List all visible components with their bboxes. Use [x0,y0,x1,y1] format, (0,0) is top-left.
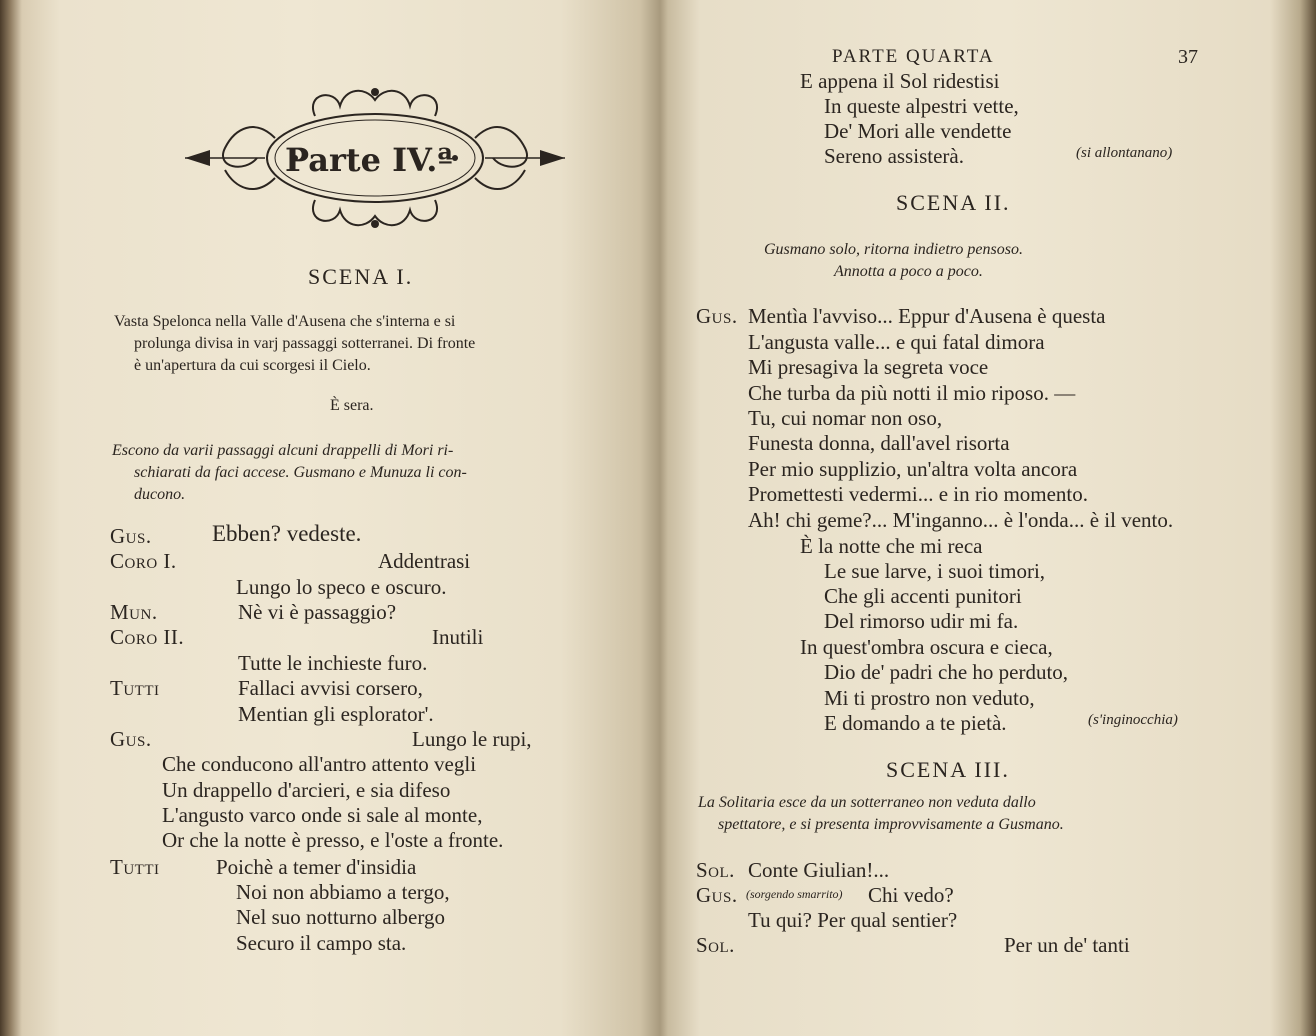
verse-line: Che turba da più notti il mio riposo. — [748,381,1076,405]
running-header: PARTE QUARTA [832,46,995,67]
verse-line: Nel suo notturno albergo [236,905,445,929]
verse-line: Le sue larve, i suoi timori, [824,559,1046,583]
scena-2-heading: SCENA II. [896,190,1011,215]
scena-2-direction-line-1: Gusmano solo, ritorna indietro pensoso. [764,241,1023,258]
verse-line: Del rimorso udir mi fa. [824,609,1019,633]
verse-line: Sereno assisterà. [824,144,964,168]
stage-direction: (sorgendo smarrito) [746,887,843,901]
time-note: È sera. [330,397,374,414]
verse-line: Dio de' padri che ho perduto, [824,660,1069,684]
stage-direction: (s'inginocchia) [1088,712,1178,728]
verse-line: Conte Giulian!... [748,858,890,882]
verse-line: Promettesti vedermi... e in rio momento. [748,482,1089,506]
verse-line: Lungo lo speco e oscuro. [236,575,447,599]
verse-line: Chi vedo? [868,883,954,907]
verse-line: In queste alpestri vette, [824,94,1019,118]
verse-line: Poichè a temer d'insidia [216,855,417,879]
stage-direction-line-2: prolunga divisa in varj passaggi sotterranei. Di fronte [134,335,476,352]
verse-line: Nè vi è passaggio? [238,600,397,624]
part-title: Parte IV.ª [285,141,453,179]
entrance-line-1: Escono da varii passaggi alcuni drappelli di Mori ri- [112,442,454,459]
verse-line: De' Mori alle vendette [824,119,1012,143]
verse-line: Noi non abbiamo a tergo, [236,880,450,904]
stage-direction-line-1: Vasta Spelonca nella Valle d'Ausena che s'interna e si [114,313,456,330]
verse-line: E domando a te pietà. [824,711,1007,735]
scena-2-direction-line-2: Annotta a poco a poco. [834,263,983,280]
speaker-label: Sol. [696,933,735,957]
verse-line: Funesta donna, dall'avel risorta [748,431,1010,455]
verse-line: L'angusto varco onde si sale al monte, [162,803,483,827]
verse-line: Un drappello d'arcieri, e sia difeso [162,778,451,802]
verse-line: Che gli accenti punitori [824,584,1022,608]
verse-line: Addentrasi [378,549,471,573]
speaker-label: Sol. [696,858,735,882]
speaker-label: Gus. [110,524,152,548]
verse-line: Mi presagiva la segreta voce [748,355,989,379]
verse-line: Mi ti prostro non veduto, [824,686,1035,710]
verse-line: In quest'ombra oscura e cieca, [800,635,1053,659]
scena-3-direction-line-2: spettatore, e si presenta improvvisamente a Gusmano. [718,816,1064,833]
left-page [20,0,660,1036]
verse-line: Per mio supplizio, un'altra volta ancora [748,457,1078,481]
verse-line: Tutte le inchieste furo. [238,651,428,675]
verse-line: Tu qui? Per qual sentier? [748,908,958,932]
entrance-line-3: ducono. [134,486,186,503]
speaker-label: Gus. [696,883,738,907]
verse-line: Mentian gli esplorator'. [238,702,434,726]
speaker-label: Coro II. [110,625,185,649]
scena-3-direction-line-1: La Solitaria esce da un sotterraneo non veduta dallo [698,794,1036,811]
speaker-label: Mun. [110,600,158,624]
verse-line: Mentìa l'avviso... Eppur d'Ausena è questa [748,304,1106,328]
speaker-label: Gus. [696,304,738,328]
verse-line: Inutili [432,625,484,649]
verse-line: E appena il Sol ridestisi [800,69,1000,93]
verse-line: Tu, cui nomar non oso, [748,406,943,430]
verse-line: Ah! chi geme?... M'inganno... è l'onda... è il vento. [748,508,1174,532]
stage-direction: (si allontanano) [1076,145,1173,161]
verse-line: Ebben? vedeste. [212,521,362,546]
verse-line: Fallaci avvisi corsero, [238,676,423,700]
speaker-label: Tutti [110,855,160,879]
scena-1-heading: SCENA I. [308,264,414,289]
right-page [668,0,1308,1036]
stage-direction-line-3: è un'apertura da cui scorgesi il Cielo. [134,357,371,374]
verse-line: È la notte che mi reca [800,534,983,558]
page-number: 37 [1178,46,1198,68]
entrance-line-2: schiarati da faci accese. Gusmano e Munuza li con- [134,464,467,481]
speaker-label: Coro I. [110,549,177,573]
verse-line: Lungo le rupi, [412,727,532,751]
speaker-label: Tutti [110,676,160,700]
verse-line: Securo il campo sta. [236,931,407,955]
verse-line: L'angusta valle... e qui fatal dimora [748,330,1045,354]
verse-line: Or che la notte è presso, e l'oste a fronte. [162,828,504,852]
verse-line: Per un de' tanti [1004,933,1130,957]
verse-line: Che conducono all'antro attento vegli [162,752,477,776]
speaker-label: Gus. [110,727,152,751]
scena-3-heading: SCENA III. [886,757,1010,782]
